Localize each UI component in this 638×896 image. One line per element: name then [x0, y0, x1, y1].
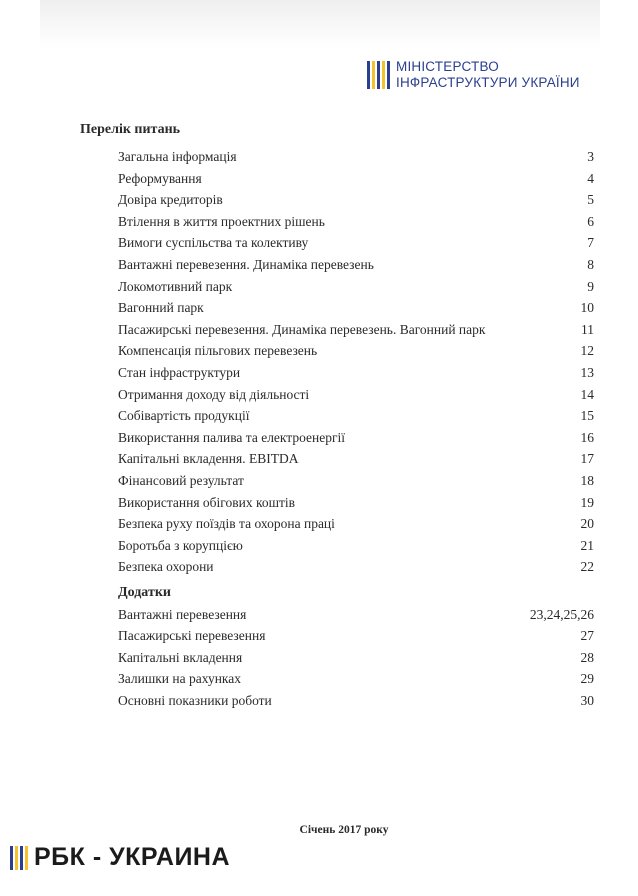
toc-item-page: 30 — [580, 692, 594, 708]
toc-row — [118, 448, 594, 470]
toc-item-page: 28 — [580, 649, 594, 665]
toc-item-label: Безпека охорони — [118, 559, 214, 575]
toc-item-page: 18 — [580, 472, 594, 488]
toc-row — [118, 470, 594, 492]
toc-row — [118, 362, 594, 384]
toc-row — [118, 668, 594, 690]
toc-item-page: 14 — [580, 386, 594, 402]
toc-item-label: Вантажні перевезення. Динаміка перевезень — [118, 256, 374, 272]
toc-item-label: Основні показники роботи — [118, 692, 272, 708]
toc-item-label: Фінансовий результат — [118, 472, 244, 488]
toc-item-label: Реформування — [118, 170, 202, 186]
toc-row — [118, 556, 594, 578]
bar-stripe — [377, 61, 380, 89]
toc-item-page: 3 — [587, 149, 594, 164]
toc-item-label: Компенсація пільгових перевезень — [118, 343, 318, 359]
toc-item-label: Безпека руху поїздів та охорона праці — [118, 516, 335, 532]
toc-row — [118, 319, 594, 341]
toc-row — [118, 168, 594, 190]
toc-row — [118, 647, 594, 669]
toc-item-label: Використання палива та електроенергії — [118, 429, 346, 445]
toc-row — [118, 427, 594, 449]
toc-list — [118, 146, 594, 578]
toc-item-page: 15 — [580, 408, 594, 424]
toc-row — [118, 492, 594, 514]
toc-row — [118, 625, 594, 647]
toc-row — [118, 690, 594, 712]
bar-stripe — [372, 61, 375, 89]
toc-item-label: Довіра кредиторів — [118, 192, 223, 208]
toc-row — [118, 146, 594, 168]
toc-item-page: 13 — [580, 364, 594, 380]
toc-item-label: Вагонний парк — [118, 300, 204, 316]
toc-item-label: Пасажирські перевезення — [118, 628, 266, 644]
toc-row — [118, 535, 594, 557]
toc-item-label: Залишки на рахунках — [118, 671, 242, 687]
toc-item-label: Стан інфраструктури — [118, 364, 241, 380]
appendix-list — [118, 604, 594, 712]
toc-item-label: Капітальні вкладення — [118, 649, 243, 665]
toc-item-page: 7 — [587, 235, 594, 251]
toc-item-page: 5 — [587, 192, 594, 208]
toc-row — [118, 189, 594, 211]
toc-item-page: 22 — [580, 559, 594, 575]
toc-item-label: Використання обігових коштів — [118, 494, 295, 510]
toc-item-page: 6 — [587, 213, 594, 229]
toc-row — [118, 405, 594, 427]
toc-item-page: 19 — [580, 494, 594, 510]
logo-line-2: ІНФРАСТРУКТУРИ УКРАЇНИ — [396, 75, 580, 90]
toc-item-page: 8 — [587, 256, 594, 272]
toc-item-label: Капітальні вкладення. EBITDA — [118, 451, 299, 467]
toc-row — [118, 211, 594, 233]
toc-item-label: Пасажирські перевезення. Динаміка перевезень. Вагонний парк — [118, 321, 486, 337]
toc-item-page: 21 — [580, 537, 594, 553]
toc-item-page: 12 — [580, 343, 594, 359]
bar-stripe — [15, 846, 18, 870]
toc-item-page: 4 — [587, 170, 594, 186]
toc-item-page: 20 — [580, 516, 594, 532]
toc-row — [118, 276, 594, 298]
toc-row — [118, 384, 594, 406]
toc-row — [118, 232, 594, 254]
logo-text — [396, 59, 580, 91]
toc-item-page: 17 — [580, 451, 594, 467]
toc-item-page: 29 — [580, 671, 594, 687]
ministry-logo — [367, 55, 580, 95]
page-title: Перелік питань — [80, 122, 181, 137]
toc-row — [118, 297, 594, 319]
toc-item-label: Локомотивний парк — [118, 278, 233, 294]
watermark-text: РБК - УКРАИНА — [34, 843, 231, 871]
toc-item-page: 11 — [581, 321, 594, 337]
toc-item-page: 27 — [580, 628, 594, 644]
toc-item-label: Загальна інформація — [118, 149, 237, 164]
toc-row — [118, 513, 594, 535]
logo-bars-icon — [367, 61, 390, 89]
bar-stripe — [25, 846, 28, 870]
document-date: Січень 2017 року — [299, 824, 389, 836]
toc-row — [118, 604, 594, 626]
toc-item-page: 10 — [580, 300, 594, 316]
logo-line-1: МІНІСТЕРСТВО — [396, 59, 499, 74]
toc-item-label: Боротьба з корупцією — [118, 537, 243, 553]
bar-stripe — [10, 846, 13, 870]
scan-smudge — [40, 0, 600, 48]
toc-item-label: Втілення в життя проектних рішень — [118, 213, 325, 229]
toc-item-label: Вантажні перевезення — [118, 606, 247, 622]
toc-item-page: 23,24,25,26 — [529, 606, 594, 622]
bar-stripe — [367, 61, 370, 89]
toc-item-label: Собівартість продукції — [118, 408, 250, 424]
toc-row — [118, 254, 594, 276]
watermark — [10, 843, 230, 872]
appendix-title: Додатки — [118, 585, 171, 600]
toc-item-label: Отримання доходу від діяльності — [118, 386, 310, 402]
bar-stripe — [387, 61, 390, 89]
appendix-section — [118, 582, 594, 712]
bar-stripe — [20, 846, 23, 870]
toc-row — [118, 340, 594, 362]
toc-item-page: 9 — [587, 278, 594, 294]
watermark-bars-icon — [10, 846, 28, 870]
bar-stripe — [382, 61, 385, 89]
toc-item-label: Вимоги суспільства та колективу — [118, 235, 309, 251]
toc-item-page: 16 — [580, 429, 594, 445]
